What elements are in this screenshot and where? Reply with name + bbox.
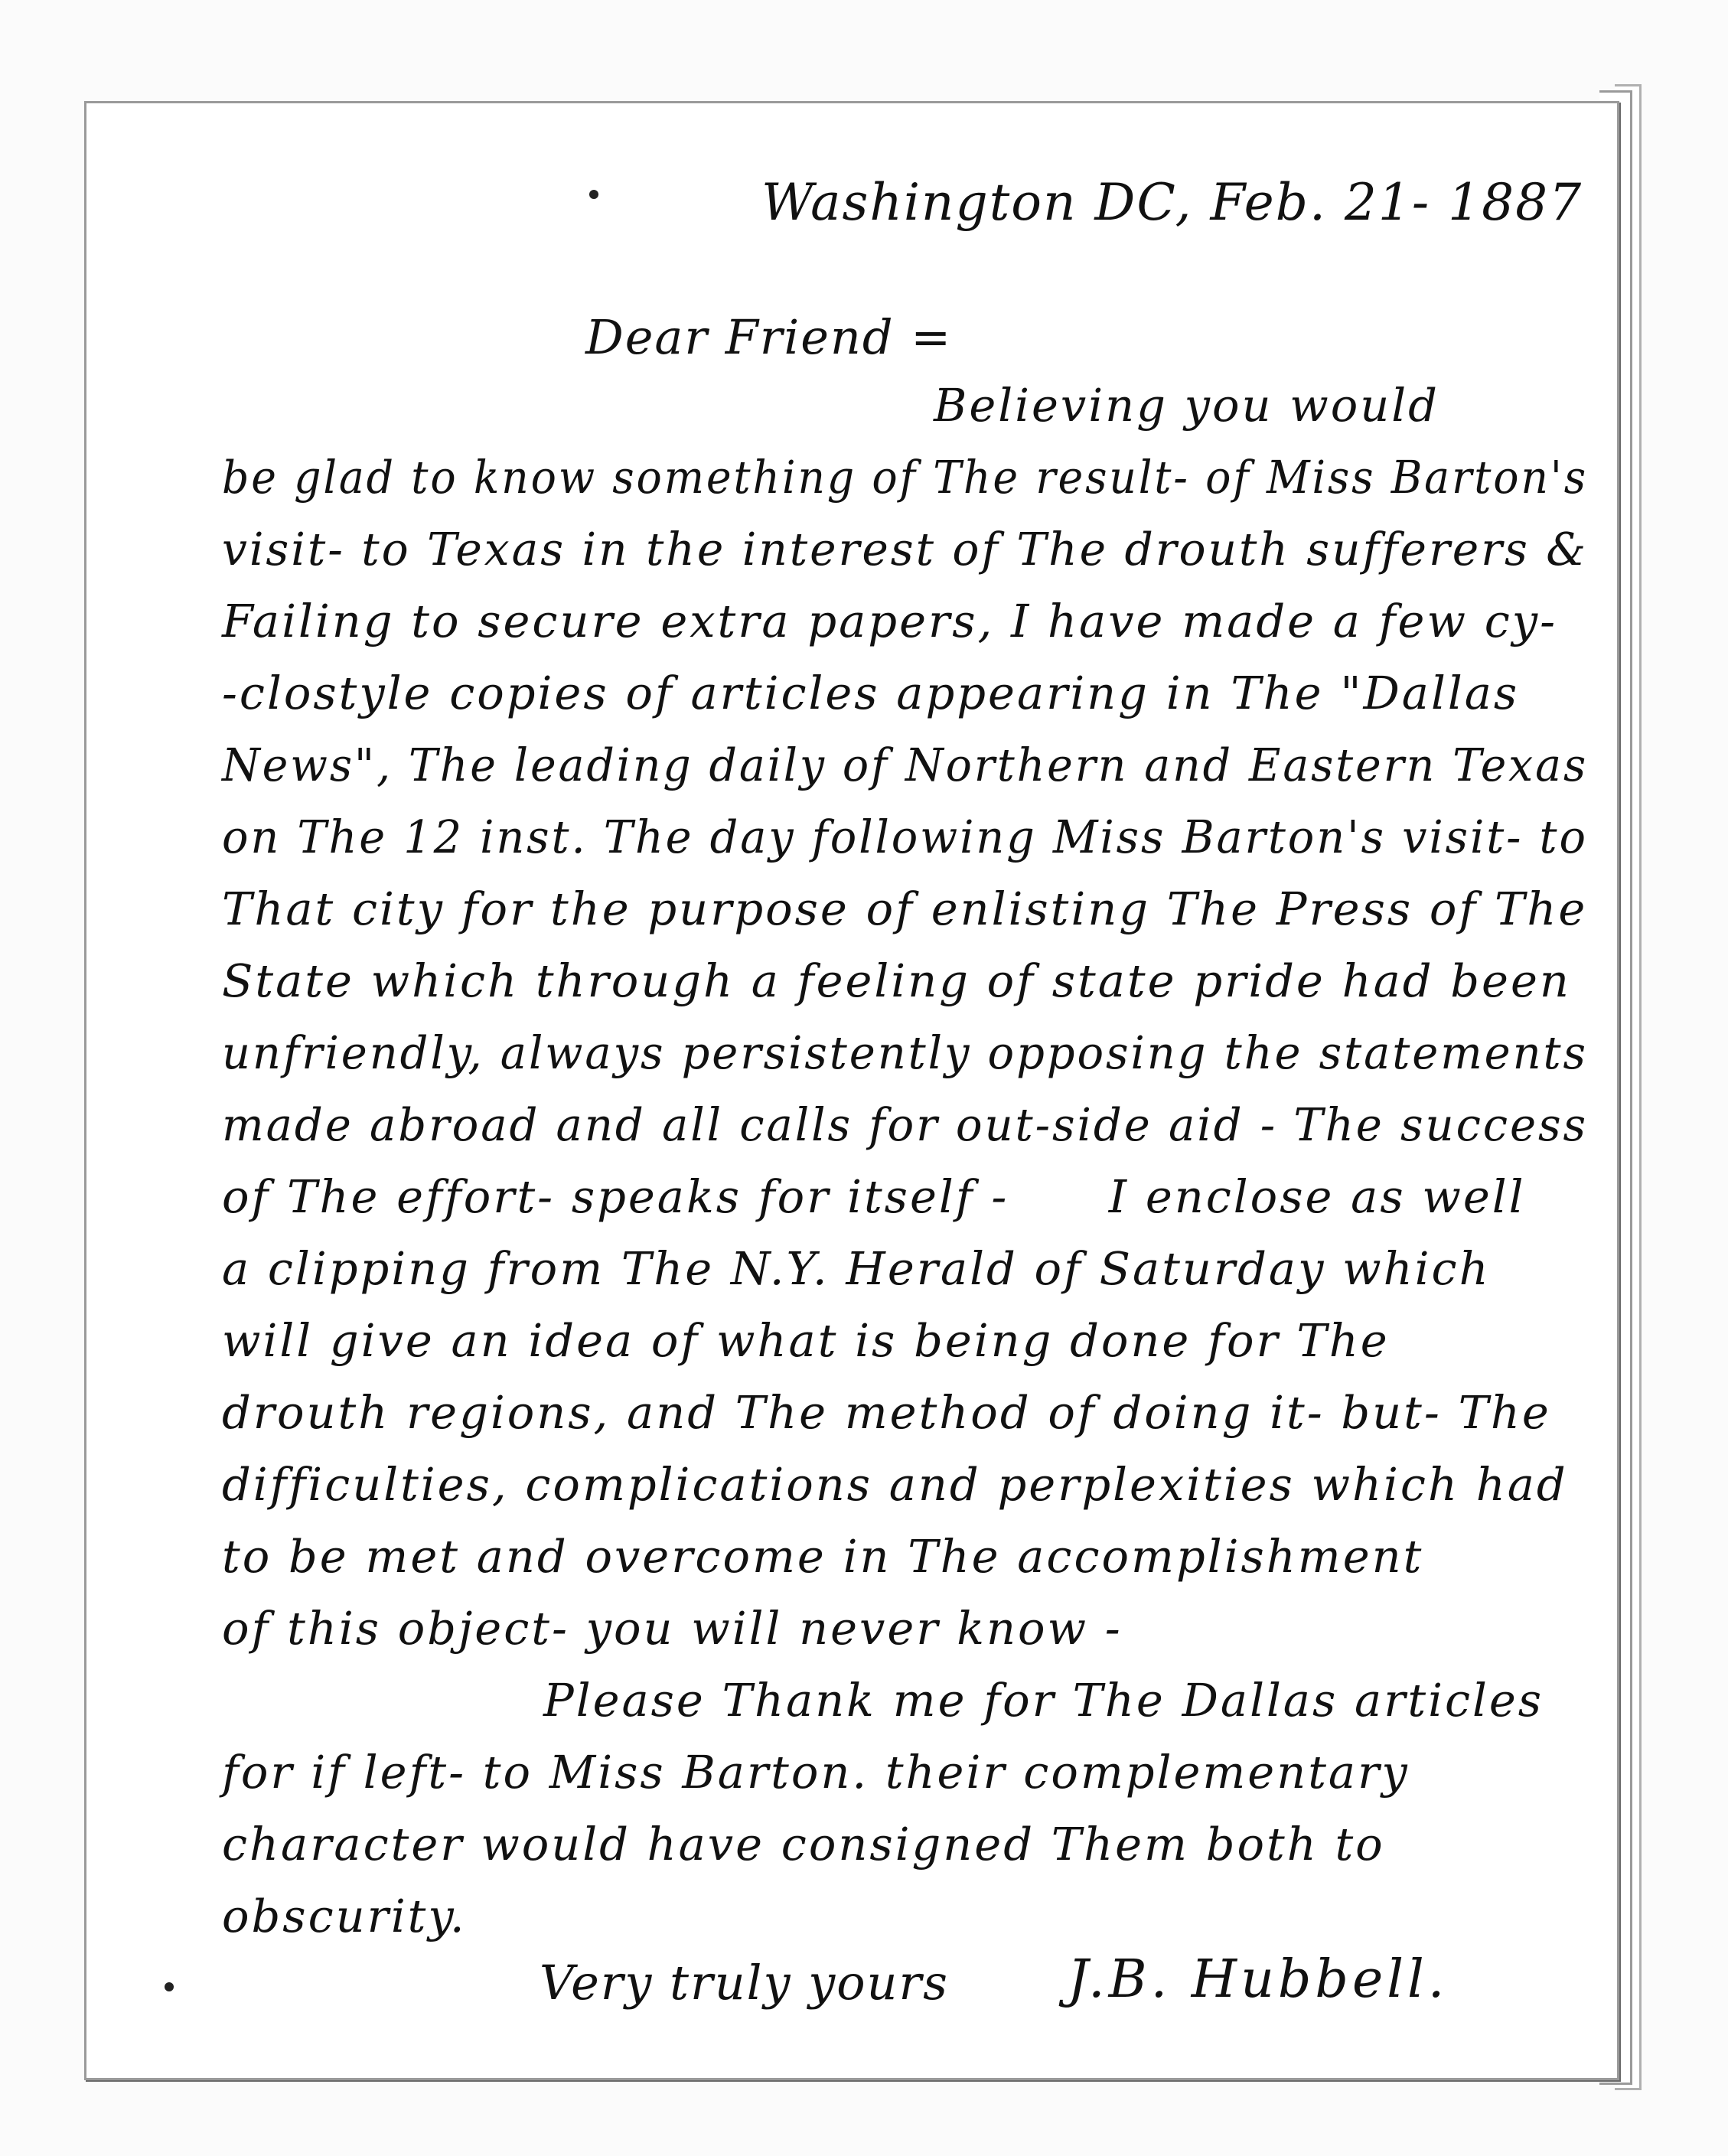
letter-line: of this object- you will never know - bbox=[222, 1602, 1123, 1655]
letter-line: of The effort- speaks for itself - I enclose as well bbox=[222, 1170, 1526, 1223]
letter-line: Please Thank me for The Dallas articles bbox=[543, 1674, 1544, 1727]
letter-line: drouth regions, and The method of doing it- but- The bbox=[222, 1386, 1551, 1439]
signature: J.B. Hubbell. bbox=[1068, 1949, 1449, 2010]
letter-line: made abroad and all calls for out-side aid - The success bbox=[222, 1098, 1589, 1151]
letter-line: a clipping from The N.Y. Herald of Saturday which bbox=[222, 1242, 1491, 1295]
salutation: Dear Friend = bbox=[585, 309, 953, 365]
closing: Very truly yours bbox=[540, 1955, 949, 2011]
letter-line: State which through a feeling of state pride had been bbox=[222, 954, 1571, 1007]
letter-line: be glad to know something of The result- of Miss Barton's bbox=[222, 451, 1589, 504]
letter-line: on The 12 inst. The day following Miss Barton's visit- to bbox=[222, 811, 1588, 863]
dateline: Washington DC, Feb. 21- 1887 bbox=[761, 173, 1583, 232]
letter-line: to be met and overcome in The accomplishment bbox=[222, 1530, 1424, 1583]
ink-dot bbox=[589, 190, 598, 199]
letter-line: Believing you would bbox=[934, 379, 1439, 432]
letter-line: will give an idea of what is being done for The bbox=[222, 1314, 1390, 1367]
letter-line: character would have consigned Them both to bbox=[222, 1818, 1385, 1871]
letter-line: unfriendly, always persistently opposing the statements bbox=[222, 1026, 1588, 1079]
letter-line: -clostyle copies of articles appearing in The "Dallas bbox=[222, 667, 1520, 719]
letter-line: visit- to Texas in the interest of The drouth sufferers & bbox=[222, 523, 1589, 576]
letter-line: Failing to secure extra papers, I have made a few cy- bbox=[222, 595, 1558, 647]
letter-line: difficulties, complications and perplexities which had bbox=[222, 1458, 1568, 1511]
letter-line: That city for the purpose of enlisting The Press of The bbox=[222, 882, 1588, 935]
letter-line: for if left- to Miss Barton. their complementary bbox=[222, 1746, 1410, 1799]
letter-line: obscurity. bbox=[222, 1890, 467, 1942]
letter-line: News", The leading daily of Northern and Eastern Texas bbox=[222, 739, 1589, 791]
ink-dot bbox=[165, 1982, 174, 1991]
